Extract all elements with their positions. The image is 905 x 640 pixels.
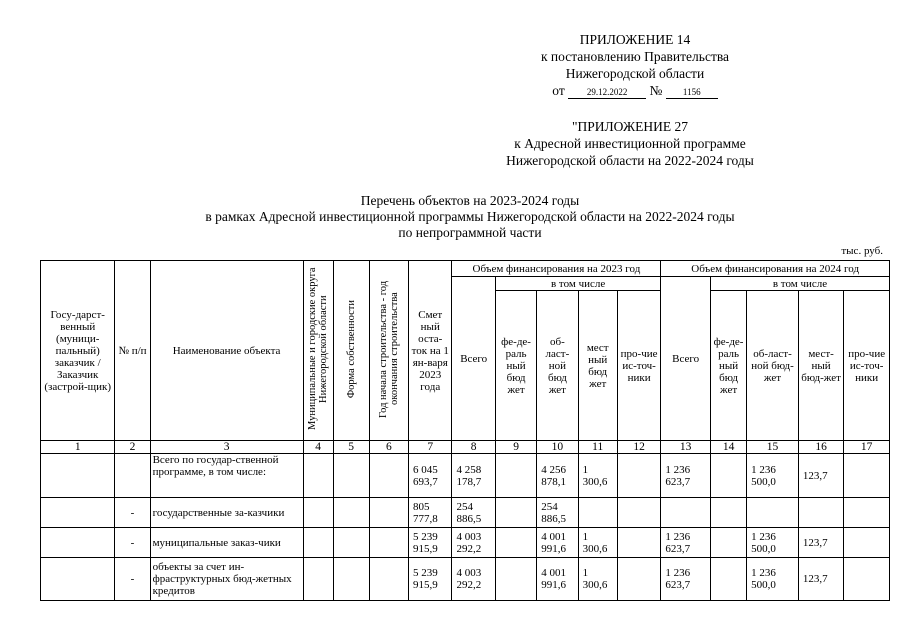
- header-municipal: [303, 261, 333, 441]
- row-total-2024: 1 236 623,7: [661, 454, 711, 498]
- header-fin-2024: Объем финансирования на 2024 год: [661, 261, 890, 277]
- row-name: Всего по государ-ственной программе, в том числе:: [150, 454, 303, 498]
- col-number: 3: [150, 441, 303, 454]
- header-ownership: [333, 261, 369, 441]
- title-line2: в рамках Адресной инвестиционной программы Нижегородской области на 2022-2024 годы: [205, 209, 735, 224]
- objects-table: [40, 260, 890, 601]
- col-number: 7: [409, 441, 452, 454]
- row-regional-2023: 4 001 991,6: [537, 558, 578, 601]
- row-federal-2023: [495, 528, 536, 558]
- row-regional-2024: [747, 498, 799, 528]
- header-federal-2023: фе-де-раль ный бюд жет: [495, 291, 536, 441]
- col-number: 16: [798, 441, 843, 454]
- row-other-2024: [844, 454, 890, 498]
- row-total-2023: 254 886,5: [452, 498, 495, 528]
- header-regional-2023: об-ласт-ной бюд жет: [537, 291, 578, 441]
- appendix-27-header: [440, 118, 820, 169]
- title-line3: по непрограммной части: [398, 225, 542, 240]
- row-remaining: 805 777,8: [409, 498, 452, 528]
- col-number: 9: [495, 441, 536, 454]
- row-federal-2024: [710, 498, 746, 528]
- appendix27-title: "ПРИЛОЖЕНИЕ 27: [571, 119, 689, 134]
- number-sign: №: [649, 83, 663, 98]
- appendix-line3: Нижегородской области: [565, 66, 705, 81]
- row-local-2023: 1 300,6: [578, 454, 617, 498]
- row-pp: -: [115, 498, 150, 528]
- row-other-2023: [617, 528, 660, 558]
- header-including-2023: в том числе: [495, 277, 660, 291]
- appendix-date-line: [470, 82, 800, 99]
- row-regional-2024: 1 236 500,0: [747, 454, 799, 498]
- header-total-2024: Всего: [661, 277, 711, 441]
- document-title: [120, 193, 820, 241]
- row-federal-2023: [495, 498, 536, 528]
- row-local-2023: 1 300,6: [578, 528, 617, 558]
- header-fin-2023: Объем финансирования на 2023 год: [452, 261, 661, 277]
- col-number: 5: [333, 441, 369, 454]
- row-other-2024: [844, 528, 890, 558]
- row-federal-2023: [495, 454, 536, 498]
- column-number-row: [41, 441, 890, 454]
- row-local-2024: 123,7: [798, 528, 843, 558]
- row-other-2023: [617, 498, 660, 528]
- header-remaining: Смет ный оста-ток на 1 ян-варя 2023 года: [409, 261, 452, 441]
- col-number: 17: [844, 441, 890, 454]
- row-pp: -: [115, 528, 150, 558]
- row-other-2023: [617, 454, 660, 498]
- row-other-2024: [844, 558, 890, 601]
- row-remaining: 6 045 693,7: [409, 454, 452, 498]
- row-total-2024: 1 236 623,7: [661, 558, 711, 601]
- header-regional-2024: об-ласт-ной бюд-жет: [747, 291, 799, 441]
- row-regional-2023: 4 256 878,1: [537, 454, 578, 498]
- row-pp: -: [115, 558, 150, 601]
- row-local-2024: 123,7: [798, 558, 843, 601]
- header-customer: Госу-дарст-венный (муници-пальный) заказчик / Заказчик (застрой-щик): [41, 261, 115, 441]
- row-local-2024: [798, 498, 843, 528]
- row-regional-2024: 1 236 500,0: [747, 558, 799, 601]
- row-local-2023: [578, 498, 617, 528]
- col-number: 13: [661, 441, 711, 454]
- row-remaining: 5 239 915,9: [409, 528, 452, 558]
- header-other-2023: про-чие ис-точ-ники: [617, 291, 660, 441]
- appendix-line2: к постановлению Правительства: [540, 49, 730, 64]
- col-number: 14: [710, 441, 746, 454]
- row-federal-2024: [710, 558, 746, 601]
- col-number: 10: [537, 441, 578, 454]
- header-local-2023: мест ный бюд жет: [578, 291, 617, 441]
- col-number: 15: [747, 441, 799, 454]
- header-years-text: Год начала строительства - год окончания строительства: [377, 280, 400, 418]
- row-name: муниципальные заказ-чики: [150, 528, 303, 558]
- row-name: государственные за-казчики: [150, 498, 303, 528]
- row-total-2023: 4 003 292,2: [452, 558, 495, 601]
- appendix27-line3: Нижегородской области на 2022-2024 годы: [506, 153, 754, 168]
- row-name: объекты за счет ин-фраструктурных бюд-жетных кредитов: [150, 558, 303, 601]
- col-number: 11: [578, 441, 617, 454]
- appendix27-line2: к Адресной инвестиционной программе: [514, 136, 746, 151]
- header-municipal-text: Муниципальные и городские округа Нижегородской области: [307, 267, 330, 431]
- table-row: [41, 454, 890, 498]
- date-value: 29.12.2022: [568, 87, 646, 99]
- header-ownership-text: Форма собственности: [345, 299, 357, 399]
- header-including-2024: в том числе: [710, 277, 889, 291]
- col-number: 8: [452, 441, 495, 454]
- row-local-2024: 123,7: [798, 454, 843, 498]
- title-line1: Перечень объектов на 2023-2024 годы: [360, 193, 580, 208]
- col-number: 12: [617, 441, 660, 454]
- row-other-2023: [617, 558, 660, 601]
- table-row: [41, 498, 890, 528]
- row-regional-2023: 254 886,5: [537, 498, 578, 528]
- header-federal-2024: фе-де-раль ный бюд жет: [710, 291, 746, 441]
- date-prefix: от: [552, 83, 565, 98]
- col-number: 1: [41, 441, 115, 454]
- table-row: [41, 528, 890, 558]
- header-local-2024: мест-ный бюд-жет: [798, 291, 843, 441]
- header-years: [369, 261, 408, 441]
- col-number: 4: [303, 441, 333, 454]
- header-pp: № п/п: [115, 261, 150, 441]
- row-federal-2024: [710, 454, 746, 498]
- appendix-14-header: [470, 31, 800, 99]
- header-name: Наименование объекта: [150, 261, 303, 441]
- row-regional-2024: 1 236 500,0: [747, 528, 799, 558]
- appendix-title: ПРИЛОЖЕНИЕ 14: [579, 32, 691, 47]
- row-pp: [115, 454, 150, 498]
- row-regional-2023: 4 001 991,6: [537, 528, 578, 558]
- row-federal-2024: [710, 528, 746, 558]
- row-total-2024: [661, 498, 711, 528]
- row-other-2024: [844, 498, 890, 528]
- row-federal-2023: [495, 558, 536, 601]
- units-label: тыс. руб.: [841, 245, 883, 257]
- col-number: 6: [369, 441, 408, 454]
- row-remaining: 5 239 915,9: [409, 558, 452, 601]
- row-total-2023: 4 258 178,7: [452, 454, 495, 498]
- number-value: 1156: [666, 87, 718, 99]
- col-number: 2: [115, 441, 150, 454]
- row-total-2023: 4 003 292,2: [452, 528, 495, 558]
- row-local-2023: 1 300,6: [578, 558, 617, 601]
- header-total-2023: Всего: [452, 277, 495, 441]
- header-other-2024: про-чие ис-точ-ники: [844, 291, 890, 441]
- row-total-2024: 1 236 623,7: [661, 528, 711, 558]
- table-row: [41, 558, 890, 601]
